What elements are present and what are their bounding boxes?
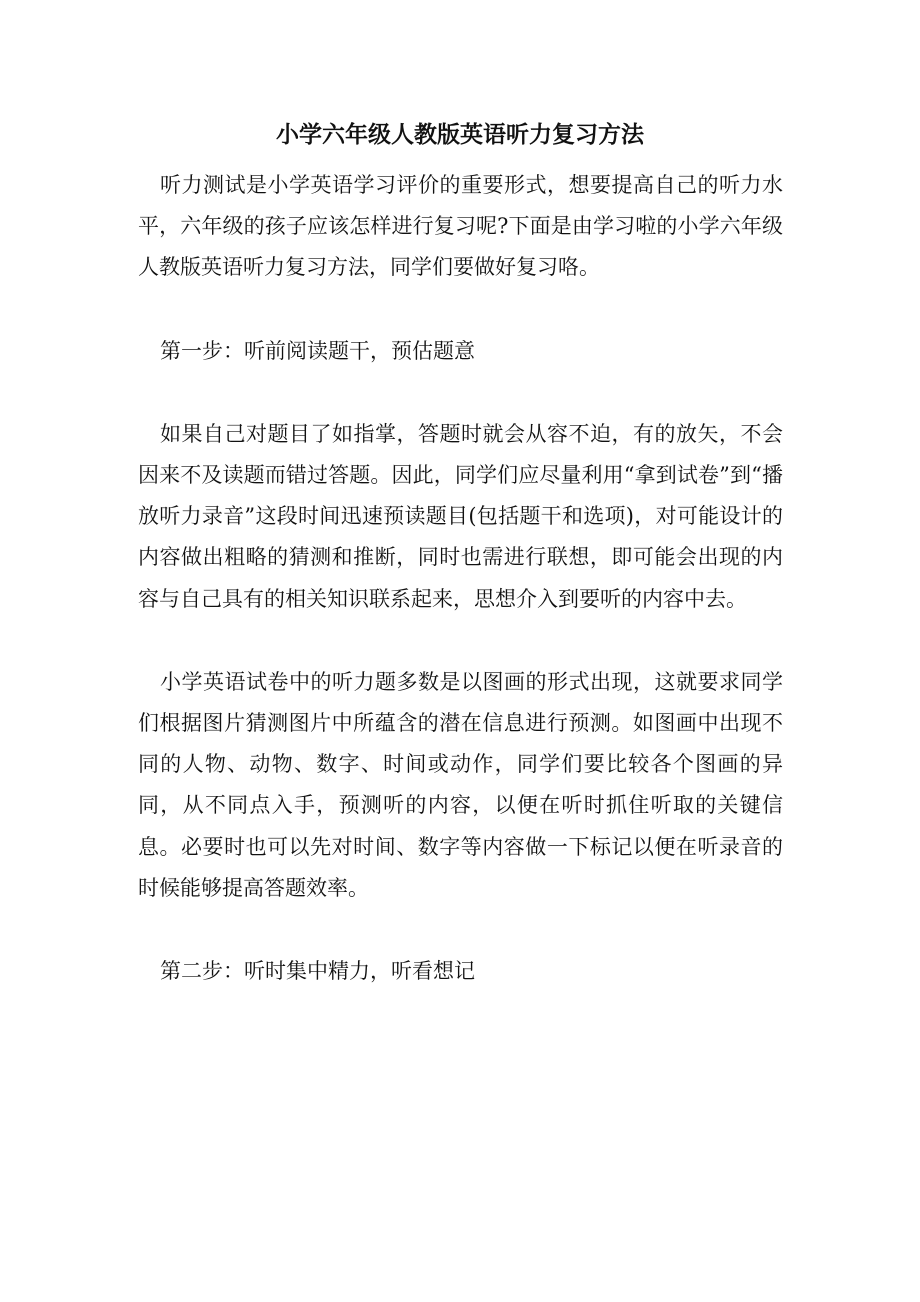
- document-title: 小学六年级人教版英语听力复习方法: [276, 121, 644, 148]
- paragraph-spacer: [138, 909, 783, 951]
- picture-questions-paragraph: 小学英语试卷中的听力题多数是以图画的形式出现，这就要求同学们根据图片猜测图片中所蕴含的潜在信息进行预测。如图画中出现不同的人物、动物、数字、时间或动作，同学们要比较各个图画的异同，从不同点入手，预测听的内容，以便在听时抓住听取的关键信息。必要时也可以先对时间、数字等内容做一下标记以便在听录音的时候能够提高答题效率。: [138, 669, 783, 900]
- step-two-heading: 第二步：听时集中精力，听看想记: [160, 959, 475, 984]
- step-one-heading: 第一步：听前阅读题干，预估题意: [160, 338, 475, 363]
- step-one-paragraph: 如果自己对题目了如指掌，答题时就会从容不迫，有的放矢，不会因来不及读题而错过答题。因此，同学们应尽量利用“拿到试卷”到“播放听力录音”这段时间迅速预读题目(包括题干和选项)，对可能设计的内容做出粗略的猜测和推断，同时也需进行联想，即可能会出现的内容与自己具有的相关知识联系起来，思想介入到要听的内容中去。: [138, 421, 783, 611]
- paragraph-spacer: [138, 620, 783, 662]
- paragraph-spacer: [138, 372, 783, 414]
- document-body: [138, 165, 783, 992]
- paragraph-spacer: [138, 289, 783, 331]
- intro-paragraph: 听力测试是小学英语学习评价的重要形式，想要提高自己的听力水平，六年级的孩子应该怎样进行复习呢?下面是由学习啦的小学六年级人教版英语听力复习方法，同学们要做好复习咯。: [138, 173, 783, 280]
